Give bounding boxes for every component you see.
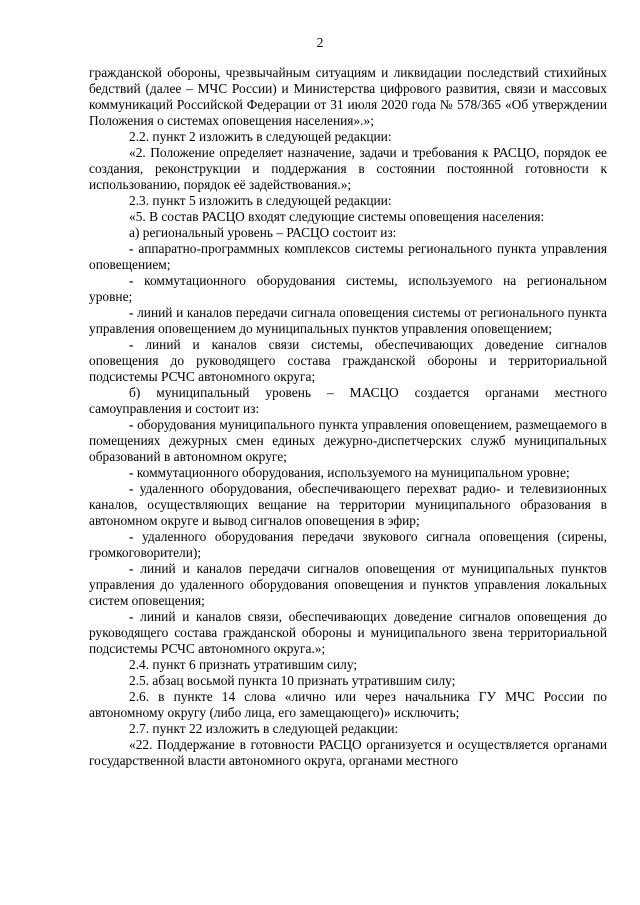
document-body (89, 65, 607, 769)
list-item-text: удаленного оборудования, обеспечивающего перехват радио- и телевизионных каналов, осуществляющих вещание на территории муниципального образования в автономном округе и вывод сигналов оповещения в эфир; (89, 481, 607, 528)
paragraph: 2.5. абзац восьмой пункта 10 признать утратившим силу; (129, 673, 456, 688)
paragraph: 2.7. пункт 22 изложить в следующей редакции: (129, 721, 399, 736)
page-number: 2 (316, 35, 324, 50)
list-dash: - (129, 337, 134, 352)
list-item (89, 529, 607, 561)
list-dash: - (129, 609, 134, 624)
list-item-text: аппаратно-программных комплексов системы регионального пункта управления оповещением; (89, 241, 607, 272)
paragraph: 2.2. пункт 2 изложить в следующей редакции: (129, 129, 392, 144)
list-dash: - (129, 465, 134, 480)
list-dash: - (129, 481, 134, 496)
list-item-text: линий и каналов связи, обеспечивающих доведение сигналов оповещения до руководящего состава гражданской обороны и муниципального звена территориальной подсистемы РСЧС автономного округа.»; (89, 609, 607, 656)
list-item (89, 337, 607, 385)
list-item-text: линий и каналов связи системы, обеспечивающих доведение сигналов оповещения до руководящего состава гражданской обороны и территориальной подсистемы РСЧС автономного округа; (89, 337, 607, 384)
list-dash: - (129, 561, 134, 576)
list-item-text: линий и каналов передачи сигналов оповещения от муниципальных пунктов управления до удаленного оборудования оповещения и пунктов управления локальных систем оповещения; (89, 561, 607, 608)
list-dash: - (129, 273, 134, 288)
list-dash: - (129, 305, 134, 320)
list-dash: - (129, 241, 134, 256)
list-item (89, 305, 607, 337)
list-item-text: коммутационного оборудования, используемого на муниципальном уровне; (133, 465, 570, 480)
list-dash: - (129, 529, 134, 544)
paragraph: 2.3. пункт 5 изложить в следующей редакции: (129, 193, 392, 208)
paragraph: 2.4. пункт 6 признать утратившим силу; (129, 657, 358, 672)
list-item (89, 417, 607, 465)
paragraph: «2. Положение определяет назначение, задачи и требования к РАСЦО, порядок ее создания, реконструкции и поддержания в состоянии постоянной готовности к использованию, порядок её задействования.»; (89, 145, 607, 192)
list-item (89, 241, 607, 273)
paragraph: 2.6. в пункте 14 слова «лично или через начальника ГУ МЧС России по автономному округу (либо лица, его замещающего)» исключить; (89, 689, 607, 720)
list-item-text: коммутационного оборудования системы, используемого на региональном уровне; (89, 273, 607, 304)
paragraph: а) региональный уровень – РАСЦО состоит из: (129, 225, 397, 240)
list-dash: - (129, 417, 134, 432)
paragraph: «22. Поддержание в готовности РАСЦО организуется и осуществляется органами государственной власти автономного округа, органами местного (89, 737, 607, 768)
list-item (89, 465, 607, 481)
list-item (89, 561, 607, 609)
list-item (89, 609, 607, 657)
list-item (89, 481, 607, 529)
list-item-text: оборудования муниципального пункта управления оповещением, размещаемого в помещениях дежурных смен единых дежурно-диспетчерских служб муниципальных образований в автономном округе; (89, 417, 607, 464)
list-item-text: линий и каналов передачи сигнала оповещения системы от регионального пункта управления оповещением до муниципальных пунктов управления оповещением; (89, 305, 607, 336)
list-item-text: удаленного оборудования передачи звукового сигнала оповещения (сирены, громкоговорители); (89, 529, 607, 560)
paragraph: гражданской обороны, чрезвычайным ситуациям и ликвидации последствий стихийных бедствий (далее – МЧС России) и Министерства цифрового развития, связи и массовых коммуникаций Российской Федерации от 31 июля 2020 года № 578/365 «Об утверждении Положения о системах оповещения населения».»; (89, 65, 607, 128)
paragraph: «5. В состав РАСЦО входят следующие системы оповещения населения: (129, 209, 545, 224)
paragraph: б) муниципальный уровень – МАСЦО создается органами местного самоуправления и состоит из: (89, 385, 607, 416)
list-item (89, 273, 607, 305)
